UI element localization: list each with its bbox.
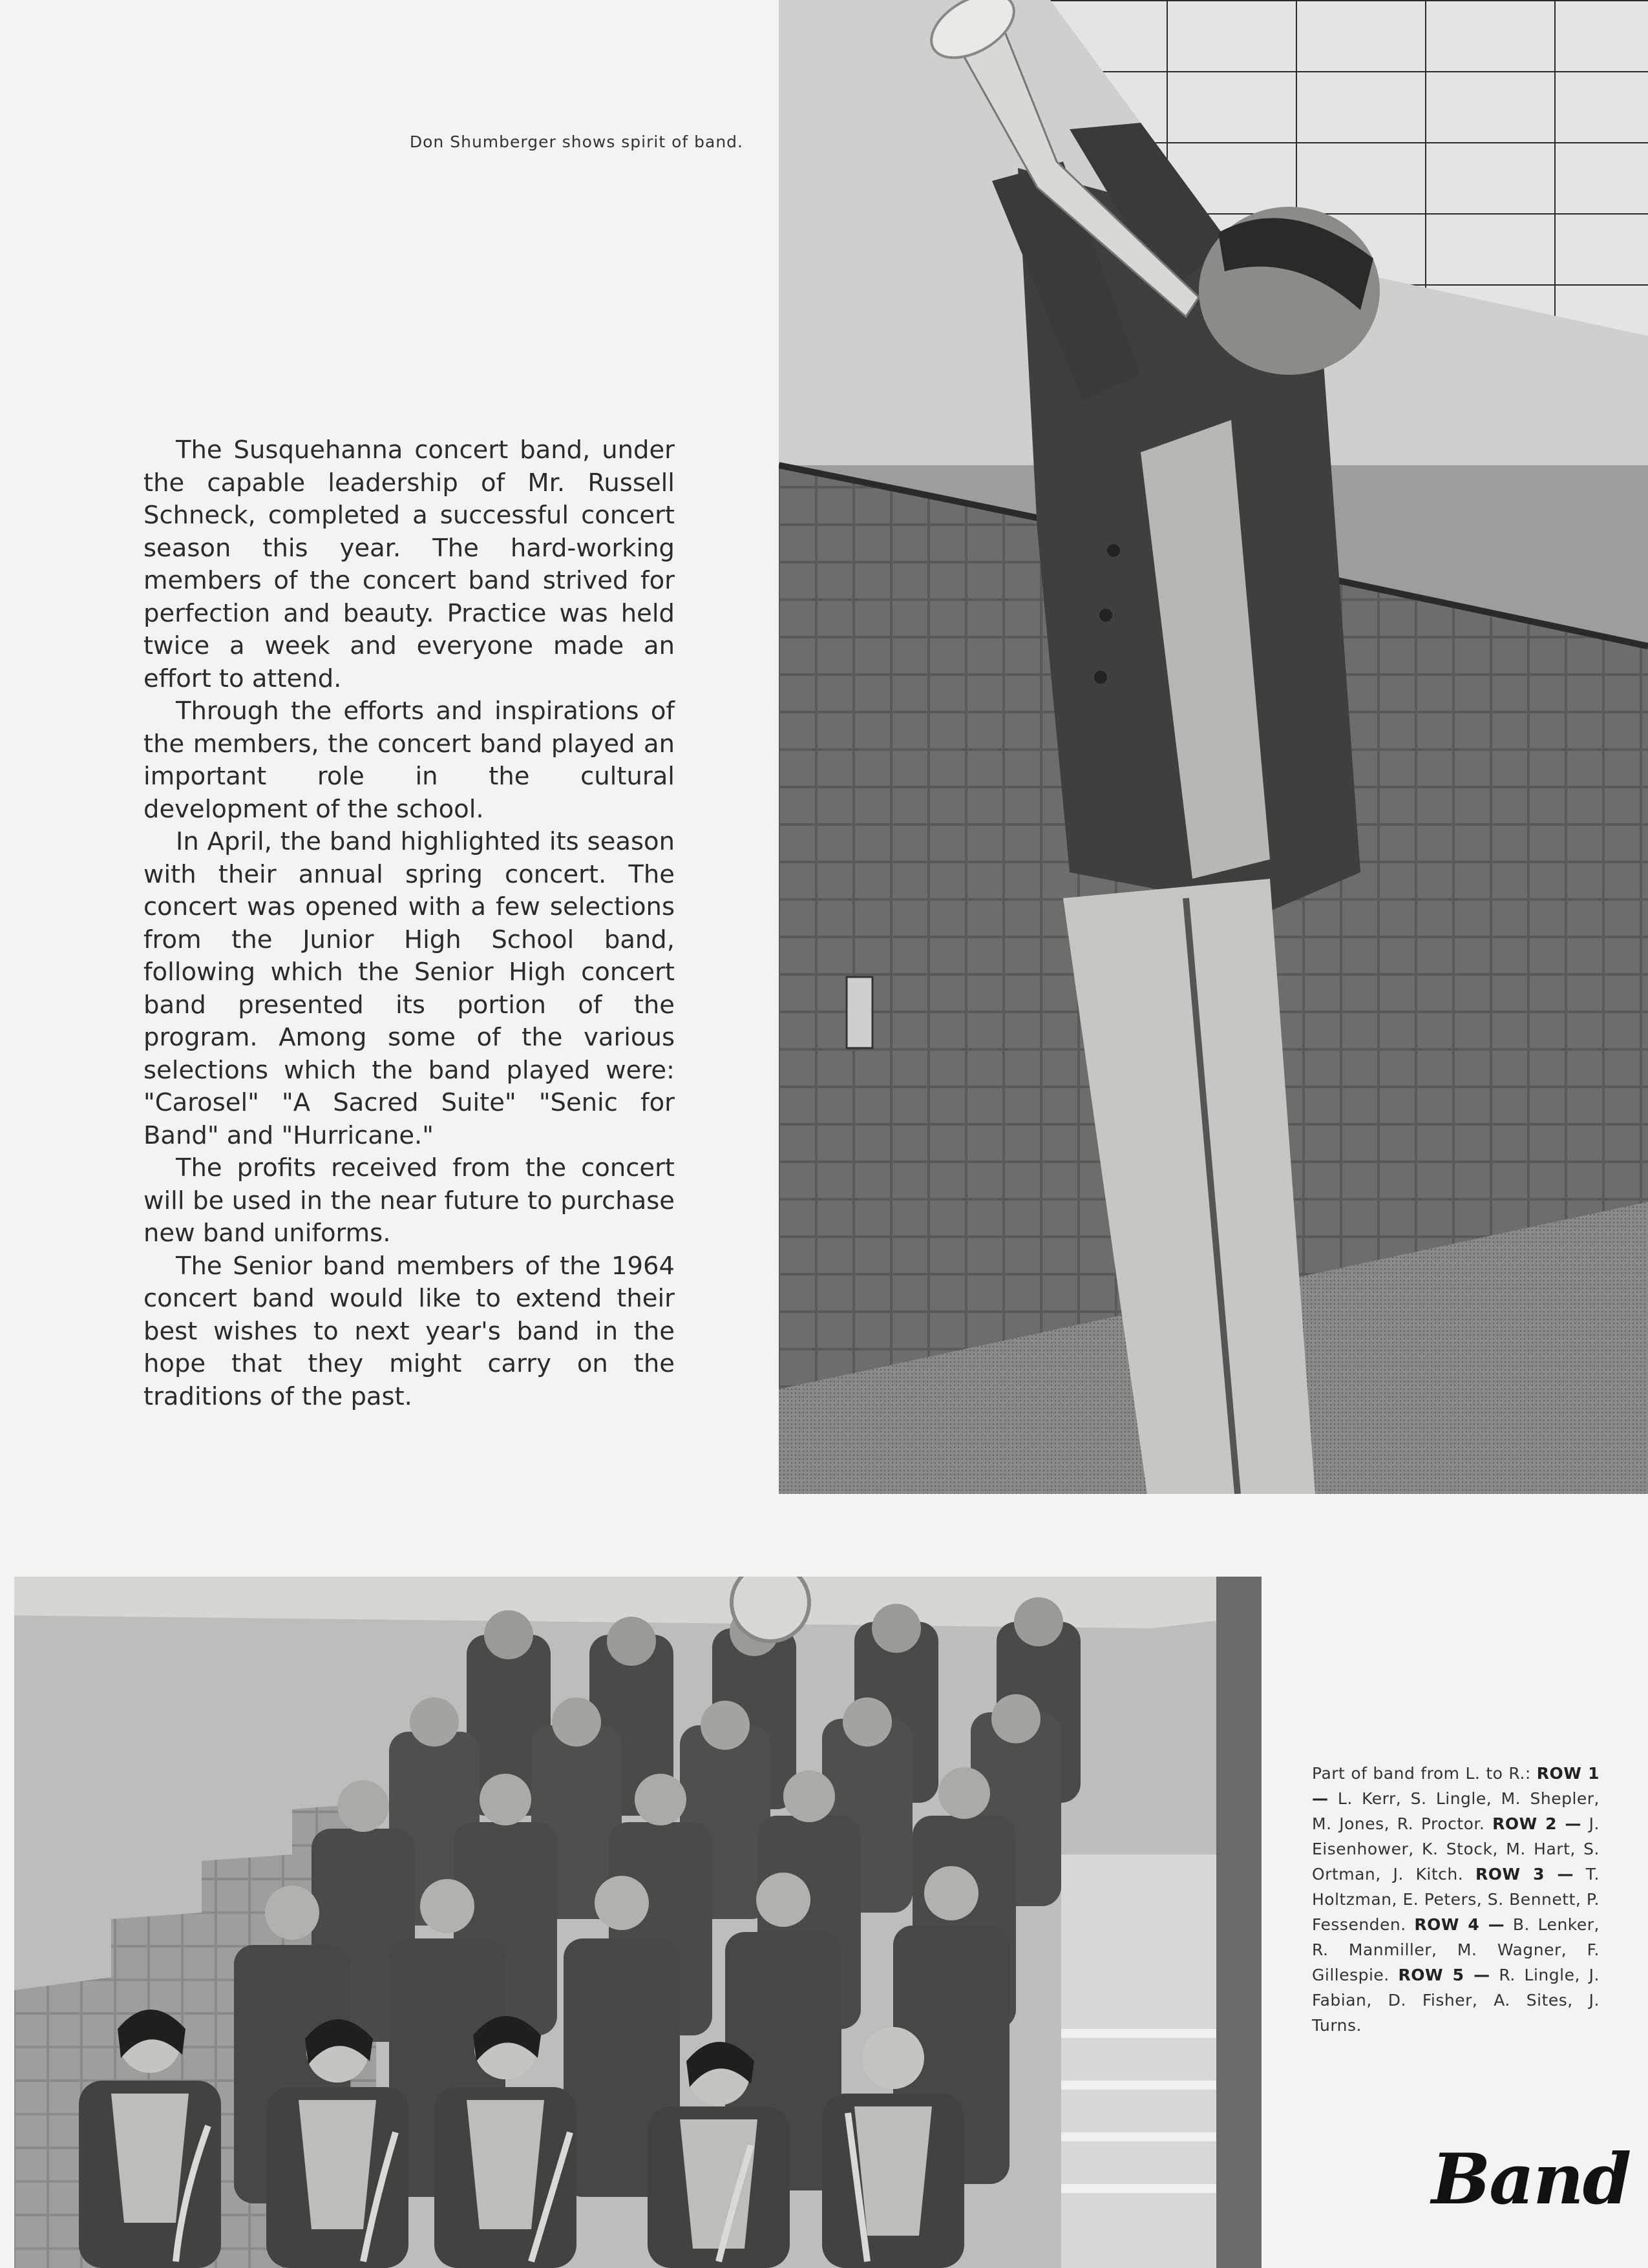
photo-caption-trumpeter: Don Shumberger shows spirit of band. [409,132,743,151]
row-names: J. Eisenhower, K. Stock, M. Hart, S. Ortman, J. Kitch. [1312,1814,1600,1884]
row-names: L. Kerr, S. Lingle, M. Shepler, M. Jones, R. Proctor. [1312,1789,1600,1833]
paragraph: The profits received from the concert will be used in the near future to purchase new band uniforms. [143,1153,675,1248]
section-title: Band [1431,2139,1631,2220]
row-names: T. Holtzman, E. Peters, S. Bennett, P. Fessenden. [1312,1865,1600,1934]
trumpeter-photo [779,0,1648,1494]
row-names: R. Lingle, J. Fabian, D. Fisher, A. Sites, J. Turns. [1312,1966,1600,2035]
group-photo-caption [1312,1761,1600,2038]
row-names: B. Lenker, R. Manmiller, M. Wagner, F. Gillespie. [1312,1915,1600,1984]
article-body [143,434,675,1413]
row-label: ROW 1 — [1312,1764,1600,1808]
paragraph: The Susquehanna concert band, under the capable leadership of Mr. Russell Schneck, completed a successful concert season this year. The hard-working members of the concert band strived for perfection and beauty. Practice was held twice a week and everyone made an effort to attend. [143,436,675,693]
row-label: ROW 4 — [1414,1915,1505,1934]
row-label: ROW 3 — [1475,1865,1574,1884]
paragraph: The Senior band members of the 1964 concert band would like to extend their best wishes to next year's band in the hope that they might carry on the traditions of the past. [143,1251,675,1411]
row-label: ROW 2 — [1492,1814,1581,1833]
paragraph: In April, the band highlighted its season with their annual spring concert. The concert was opened with a few selections from the Junior High School band, following which the Senior High concert band presented its portion of the program. Among some of the various selections which the band played were: "Carosel" "A Sacred Suite" "Senic for Band" and "Hurricane." [143,827,675,1150]
row-label: ROW 5 — [1398,1966,1490,1984]
band-group-photo [14,1577,1262,2268]
paragraph: Through the efforts and inspirations of the members, the concert band played an important role in the cultural development of the school. [143,697,675,824]
caption-intro: Part of band from L. to R.: [1312,1764,1531,1783]
